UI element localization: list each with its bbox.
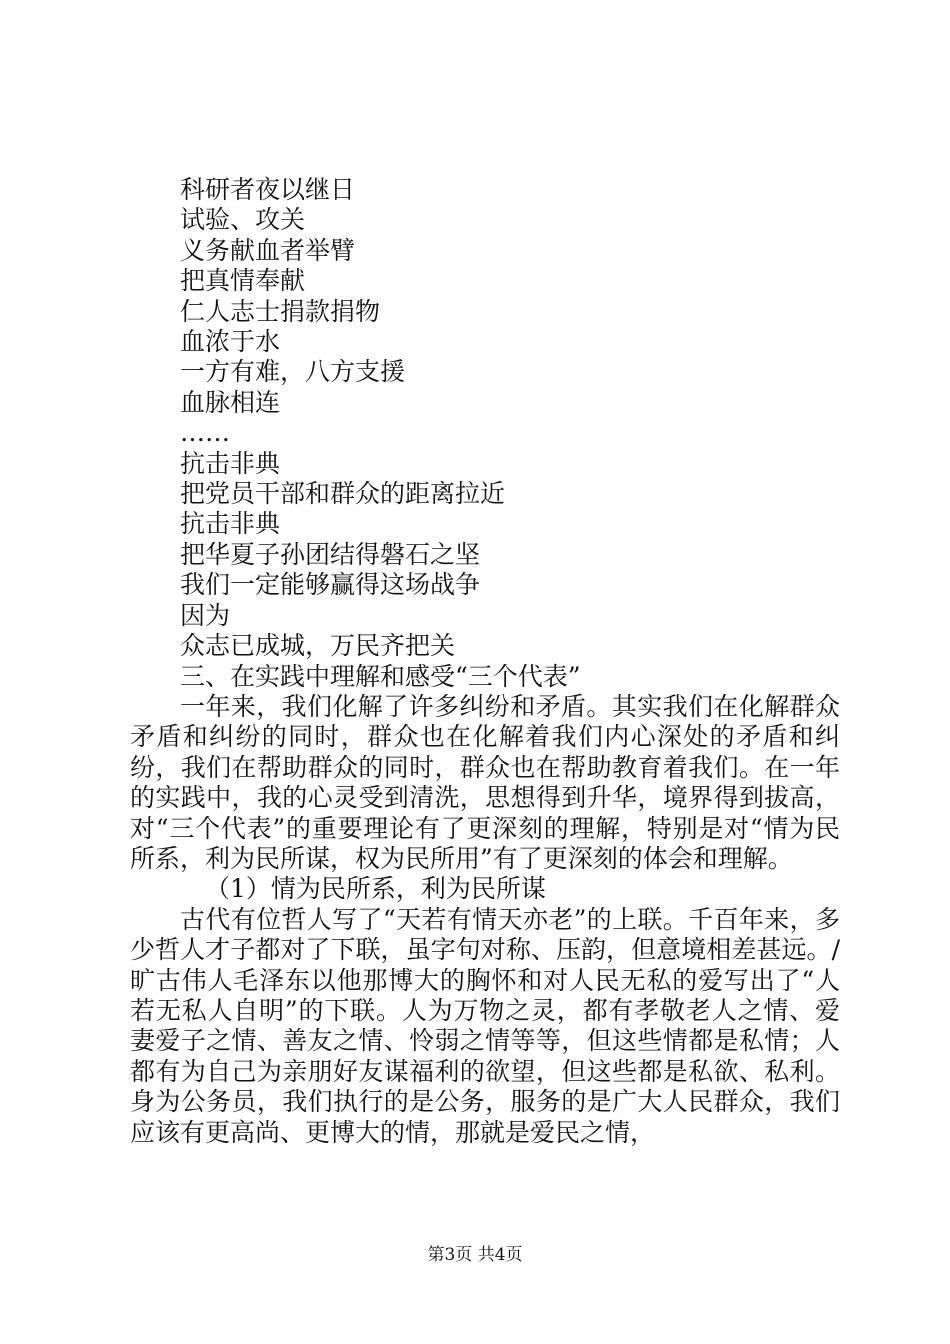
verse-line: 义务献血者举臂 (180, 235, 356, 265)
verse-line: 把华夏子孙团结得磐石之坚 (180, 539, 481, 569)
verse-line: 仁人志士捐款捐物 (180, 296, 381, 326)
subsection-heading: （1）情为民所系，利为民所谋 (205, 874, 546, 904)
page-footer: 第3页 共4页 (427, 1245, 523, 1265)
body-paragraph: 一年来，我们化解了许多纠纷和矛盾。其实我们在化解群众矛盾和纠纷的同时，群众也在化解着我们内心深处的矛盾和纠纷，我们在帮助群众的同时，群众也在帮助教育着我们。在一年的实践中，我的心灵受到清洗，思想得到升华，境界得到拔高，对“三个代表”的重要理论有了更深刻的理解，特别是对“情为民所系，利为民所谋，权为民所用”有了更深刻的体会和理解。 (130, 691, 840, 873)
verse-line: 把党员干部和群众的距离拉近 (180, 479, 506, 509)
verse-line: 抗击非典 (180, 448, 281, 478)
body-paragraph: 古代有位哲人写了“天若有情天亦老”的上联。千百年来，多少哲人才子都对了下联，虽字句对称、压韵，但意境相差甚远。/旷古伟人毛泽东以他那博大的胸怀和对人民无私的爱写出了“人若无私人自明”的下联。人为万物之灵，都有孝敬老人之情、爱妻爱子之情、善友之情、怜弱之情等等，但这些情都是私情；人都有为自己为亲朋好友谋福利的欲望，但这些都是私欲、私利。身为公务员，我们执行的是公务，服务的是广大人民群众，我们应该有更高尚、更博大的情，那就是爱民之情， (130, 904, 840, 1147)
verse-line: 一方有难，八方支援 (180, 357, 406, 387)
section-heading: 三、在实践中理解和感受“三个代表” (180, 661, 581, 691)
verse-line: 众志已成城，万民齐把关 (180, 631, 456, 661)
verse-line: 我们一定能够赢得这场战争 (180, 570, 481, 600)
verse-line: 把真情奉献 (180, 266, 306, 296)
verse-line: 血浓于水 (180, 327, 281, 357)
verse-line: 科研者夜以继日 (180, 175, 356, 204)
verse-ellipsis: …… (180, 418, 230, 448)
document-body (130, 175, 840, 1148)
verse-line: 血脉相连 (180, 387, 281, 417)
verse-line: 试验、攻关 (180, 205, 306, 235)
verse-line: 因为 (180, 600, 231, 630)
verse-line: 抗击非典 (180, 509, 281, 539)
